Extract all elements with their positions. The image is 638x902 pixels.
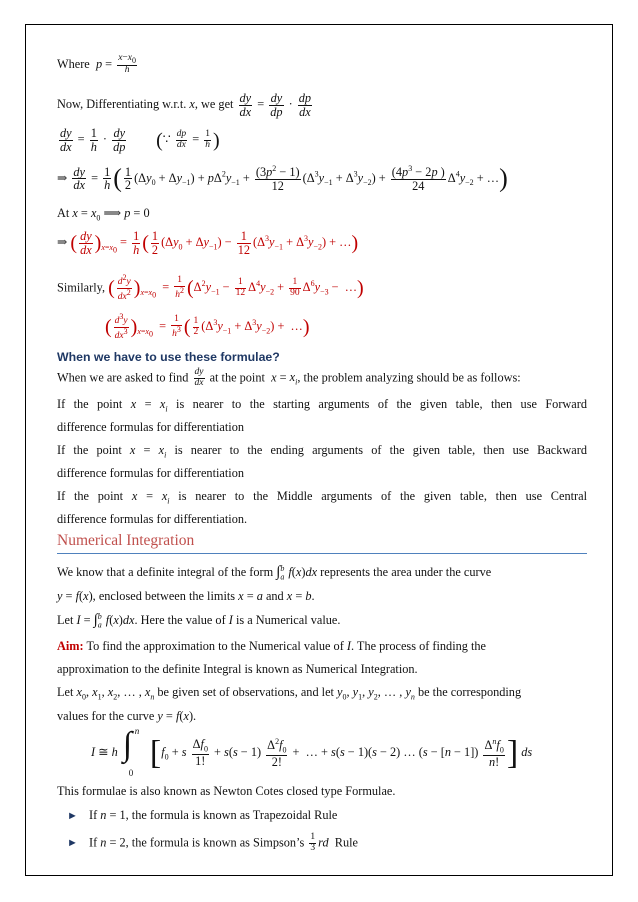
bullet1-b: , the formula is known as Trapezoidal Rule [125, 808, 338, 822]
forward-rule-line: If the point $x = x_i$ is nearer to the starting arguments of the given table, then use Forward [57, 397, 588, 414]
where-text: Where [57, 56, 90, 71]
bullet-arrow-icon: ► [67, 837, 78, 850]
second-derivative-at-x0: Similarly, ( $\frac{d^2y}{dx^2}$ )$_{x=x_0}$ = $\frac{1}{h^2}$ ($\Delta^2y_{-1}$ − $\frac{1}{12}$ $\Delta^4y_{-2}$ + $\frac{1}{90}$ $\Delta^6y_{-3}$ − …) [57, 273, 364, 303]
usage-intro-c: , the problem analyzing should be as follows: [297, 370, 521, 385]
aim-line: Aim: To find the approximation to the Numerical value of I. The process of finding the [57, 639, 487, 653]
observations-line-cont: values for the curve y = f(x). [57, 709, 197, 723]
central-rule-cont: difference formulas for differentiation. [57, 512, 248, 526]
bullet1-a: If [88, 808, 98, 822]
differentiating-line: Now, Differentiating w.r.t. x, we get $\frac{dy}{dx}$ = $\frac{dy}{dp}$ · $\frac{dp}{dx}$ [57, 91, 312, 119]
where-line: Where p = $\frac{x-x_0}{h}$ [57, 53, 136, 76]
observations-line: Let $x_0$, $x_1$, $x_2$, … , $x_n$ be given set of observations, and let $y_0$, $y_1$, $y_2$, … , $y_n$ be the corresponding [57, 685, 522, 702]
central-b: is nearer to the Middle arguments of the given table, then use Central [178, 489, 587, 503]
first-derivative-at-x0: ⇒ ( $\frac{dy}{dx}$ )$_{x=x_0}$ = $\frac{1}{h}$ ( $\frac{1}{2}$ $(\Delta y_0 + \Delta y_{-1})$ − $\frac{1}{12}$ $(\Delta^3y_{-1} + \Delta^3y_{-2})$ + …) [57, 229, 359, 257]
backward-a: If the point [57, 443, 122, 457]
usage-intro-a: When we are asked to find [57, 370, 189, 385]
central-rule-line: If the point $x = x_i$ is nearer to the Middle arguments of the given table, then use Central [57, 489, 587, 506]
bullet2-c: Rule [334, 835, 358, 850]
obs-c: be the corresponding [417, 685, 522, 699]
p2-c: and [265, 589, 284, 603]
obs-b: be given set of observations, and let [157, 685, 334, 699]
numerical-integration-title: Numerical Integration [57, 532, 195, 549]
backward-rule-line: If the point $x = x_i$ is nearer to the ending arguments of the given table, then use Backward [57, 443, 587, 460]
let-i-line: Let $I = \int_a^b$ f(x)dx. Here the value of I is a Numerical value. [57, 612, 341, 630]
newton-cotes-note: This formulae is also known as Newton Cotes closed type Formulae. [57, 784, 396, 798]
bullet-trapezoidal: ► If n = 1, the formula is known as Trapezoidal Rule [67, 808, 338, 822]
forward-rule-cont: difference formulas for differentiation [57, 420, 244, 434]
curve-limits-line: y = f(x), enclosed between the limits x = a and x = b. [57, 589, 315, 603]
p3-c: is a Numerical value. [235, 613, 341, 628]
third-derivative-at-x0: ( $\frac{d^3y}{dx^3}$ )$_{x=x_0}$ = $\frac{1}{h^3}$ ( $\frac{1}{2}$ $(\Delta^3y_{-1} + \Delta^3y_{-2})$ + …) [105, 312, 310, 342]
usage-intro-b: at the point [209, 370, 265, 385]
central-a: If the point [57, 489, 124, 503]
newton-cotes-formula: I ≅ h ∫ n 0 [$f_0 + s$ $\frac{\Delta f_0}{1!}$ + s(s − 1) $\frac{\Delta^2f_0}{2!}$ + … + s(s − 1)(s − 2) … (s − [n − 1]) $\frac{\Delta^nf_0}{n!}$ ] ds [91, 726, 533, 778]
at-text: At [57, 206, 70, 220]
integral-definition-line: We know that a definite integral of the form $\int_a^b$ f(x)dx represents the area under the curve [57, 564, 492, 582]
p3-a: Let [57, 613, 74, 628]
obs-d: values for the curve [57, 709, 155, 723]
aim-line-cont: approximation to the definite Integral is known as Numerical Integration. [57, 662, 418, 676]
p3-b: . Here the value of [134, 613, 226, 628]
bullet-arrow-icon: ► [67, 810, 78, 822]
aim-text-a: To find the approximation to the Numerical value of [86, 639, 344, 653]
bullet-simpsons: ► If n = 2, the formula is known as Simpson’s $\frac{1}{3}$ rd Rule [67, 832, 358, 853]
formulae-usage-heading: When we have to use these formulae? [57, 350, 280, 364]
similarly-text: Similarly, [57, 280, 106, 295]
chain-rule-equation: $\frac{dy}{dx}$ = $\frac{1}{h}$ · $\frac{dy}{dp}$ (∵ $\frac{dp}{dx}$ = $\frac{1}{h}$ ) [60, 126, 220, 154]
forward-a: If the point [57, 397, 123, 411]
usage-intro-line: When we are asked to find $\frac{dy}{dx}$ at the point $x = x_i$, the problem analyzing should be as follows: [57, 367, 521, 388]
bullet2-a: If [88, 835, 98, 850]
at-x0-line: At $x = x_0$ ⟹ p = 0 [57, 206, 150, 223]
p1-a: We know that a definite integral of the form [57, 565, 274, 580]
bullet2-b: , the formula is known as Simpson’s [125, 835, 305, 850]
obs-a: Let [57, 685, 74, 699]
central-derivative-formula: ⇒ $\frac{dy}{dx}$ = $\frac{1}{h}$ ( $\frac{1}{2}$ $(\Delta y_0 + \Delta y_{-1}) + p\Delta^2y_{-1}$ + $\frac{(3p^2 - 1)}{12}$ $(\Delta^3y_{-1} + \Delta^3y_{-2})$ + $\frac{(4p^3 - 2p )}{24}$ $\Delta^4y_{-2}$ + …) [57, 163, 508, 193]
aim-text-b: . The process of finding the [351, 639, 487, 653]
forward-b: is nearer to the starting arguments of the given table, then use Forward [176, 397, 588, 411]
we-get-text: , we get [194, 97, 234, 112]
p1-b: represents the area under the curve [320, 565, 492, 580]
aim-label: Aim: [57, 639, 84, 653]
backward-rule-cont: difference formulas for differentiation [57, 466, 244, 480]
section-divider [57, 553, 587, 554]
backward-b: is nearer to the ending arguments of the given table, then use Backward [174, 443, 587, 457]
p2-b: , enclosed between the limits [92, 589, 236, 603]
differentiating-text: Now, Differentiating w.r.t. [57, 97, 190, 112]
